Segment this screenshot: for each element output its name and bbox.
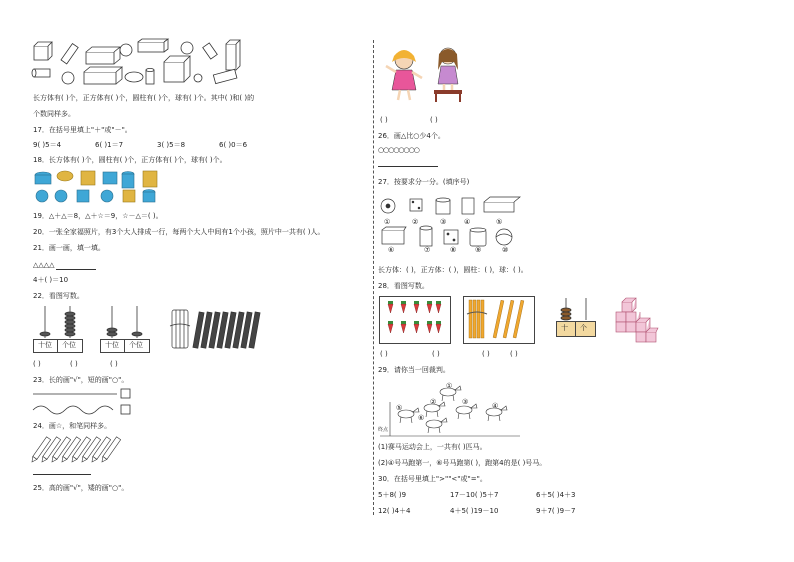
q22-blank-1[interactable]: ( ) xyxy=(33,360,41,368)
horse-num-4: ④ xyxy=(492,402,499,410)
pencils-illustration xyxy=(33,434,123,468)
q30-r2-3: 9＋7( )9－7 xyxy=(536,507,576,515)
horse-num-6: ⑥ xyxy=(418,414,425,422)
q27-num-1: ① xyxy=(384,218,391,226)
strawberries-illustration xyxy=(379,296,449,342)
q29-part-1: (1)赛马运动会上，一共有( )匹马。 xyxy=(378,443,487,451)
question-20: 20．一张全家福照片，有3个大人排成一行，每两个大人中间有1个小孩，照片中一共有( )人。 xyxy=(33,228,325,236)
question-28: 28．看图写数。 xyxy=(378,282,429,290)
question-26: 26．画△比○少4个。 xyxy=(378,132,445,140)
abacus-1-split xyxy=(57,339,58,352)
q28-tens-label: 十 xyxy=(561,324,568,332)
q27-num-10: ⑩ xyxy=(502,246,509,254)
q28-blank-3[interactable]: ( ) xyxy=(482,350,490,358)
q28-blank-4[interactable]: ( ) xyxy=(510,350,518,358)
q21-triangles: △△△△ xyxy=(33,261,55,269)
sticks-bundle xyxy=(168,306,268,352)
abacus-1 xyxy=(33,304,83,340)
q27-num-2: ② xyxy=(412,218,419,226)
solid-shapes-illustration xyxy=(30,38,245,90)
question-19: 19．△＋△＝8，△＋☆＝9，☆－△＝( )。 xyxy=(33,212,163,220)
q24-answer-line xyxy=(33,474,91,475)
q30-r2-2: 4＋5( )19－10 xyxy=(450,507,499,515)
question-24: 24．画☆，和笔同样多。 xyxy=(33,422,112,430)
abacus-2-split xyxy=(124,339,125,352)
q21-equation: 4＋( )＝10 xyxy=(33,276,69,284)
q30-r1-2: 17－10( )5＋7 xyxy=(450,491,499,499)
lines-compare xyxy=(33,388,133,418)
girls-illustration xyxy=(378,42,478,104)
q30-r2-1: 12( )4＋4 xyxy=(378,507,411,515)
question-29: 29．请你当一回裁判。 xyxy=(378,366,450,374)
q28-blank-2[interactable]: ( ) xyxy=(432,350,440,358)
q27-num-3: ③ xyxy=(440,218,447,226)
q27-num-6: ⑥ xyxy=(388,246,395,254)
question-25: 25．高的画"√"，矮的画"○"。 xyxy=(33,484,129,492)
q27-num-8: ⑧ xyxy=(450,246,457,254)
horse-num-3: ③ xyxy=(462,398,469,406)
q27-answer: 长方体：( )，正方体：( )，圆柱：( )，球：( )。 xyxy=(378,266,528,274)
q29-part-2: (2)④号马跑第一，⑥号马跑第( )，跑第4的是( )号马。 xyxy=(378,459,547,467)
colored-solids-illustration xyxy=(33,168,163,204)
question-30: 30．在括号里填上">""<"或"="。 xyxy=(378,475,487,483)
abacus-1-ones-label: 个位 xyxy=(62,341,76,349)
question-23: 23．长的画"√"，短的画"○"。 xyxy=(33,376,129,384)
question-18: 18．长方体有( )个，圆柱有( )个，正方体有( )个，球有( )个。 xyxy=(33,156,227,164)
q28-abacus xyxy=(556,296,596,322)
q30-r1-3: 6＋5( )4＋3 xyxy=(536,491,576,499)
q27-num-5: ⑤ xyxy=(496,218,503,226)
q28-blank-1[interactable]: ( ) xyxy=(380,350,388,358)
horse-num-5: ⑤ xyxy=(396,404,403,412)
horse-num-1: ① xyxy=(446,382,453,390)
girls-blank-1[interactable]: ( ) xyxy=(380,116,388,124)
question-17: 17．在括号里填上"＋"或"－"。 xyxy=(33,126,132,134)
q30-r1-1: 5＋8( )9 xyxy=(378,491,407,499)
q17-item-3: 3( )5＝8 xyxy=(157,141,186,149)
q22-blank-2[interactable]: ( ) xyxy=(70,360,78,368)
q26-circles: ○○○○○○○○ xyxy=(378,146,419,154)
q27-num-4: ④ xyxy=(464,218,471,226)
abacus-1-tens-label: 十位 xyxy=(38,341,52,349)
girls-blank-2[interactable]: ( ) xyxy=(430,116,438,124)
cubes-stack xyxy=(612,298,658,344)
q17-item-2: 6( )1＝7 xyxy=(95,141,124,149)
q26-answer-line xyxy=(378,166,438,167)
abacus-2-tens-label: 十位 xyxy=(105,341,119,349)
finish-line-label: 终点 xyxy=(378,427,389,433)
q28-ones-label: 个 xyxy=(580,324,587,332)
abacus-2 xyxy=(100,304,150,340)
q21-answer-line xyxy=(56,269,96,270)
q22-blank-3[interactable]: ( ) xyxy=(110,360,118,368)
shapes-count-question-cont: 个数同样多。 xyxy=(33,110,75,118)
column-divider xyxy=(373,40,374,515)
q17-item-4: 6( )0＝6 xyxy=(219,141,248,149)
shapes-count-question: 长方体有( )个，正方体有( )个，圆柱有( )个，球有( )个。其中( )和( )的 xyxy=(33,94,255,102)
q27-num-9: ⑨ xyxy=(475,246,482,254)
question-22: 22．看图写数。 xyxy=(33,292,84,300)
horse-num-2: ② xyxy=(430,398,437,406)
question-21: 21．画一画，填一填。 xyxy=(33,244,105,252)
orange-sticks-illustration xyxy=(463,296,533,342)
q17-item-1: 9( )5＝4 xyxy=(33,141,62,149)
question-27: 27．按要求分一分。(填序号) xyxy=(378,178,470,186)
q28-abacus-split xyxy=(575,321,576,336)
q27-num-7: ⑦ xyxy=(424,246,431,254)
abacus-2-ones-label: 个位 xyxy=(129,341,143,349)
